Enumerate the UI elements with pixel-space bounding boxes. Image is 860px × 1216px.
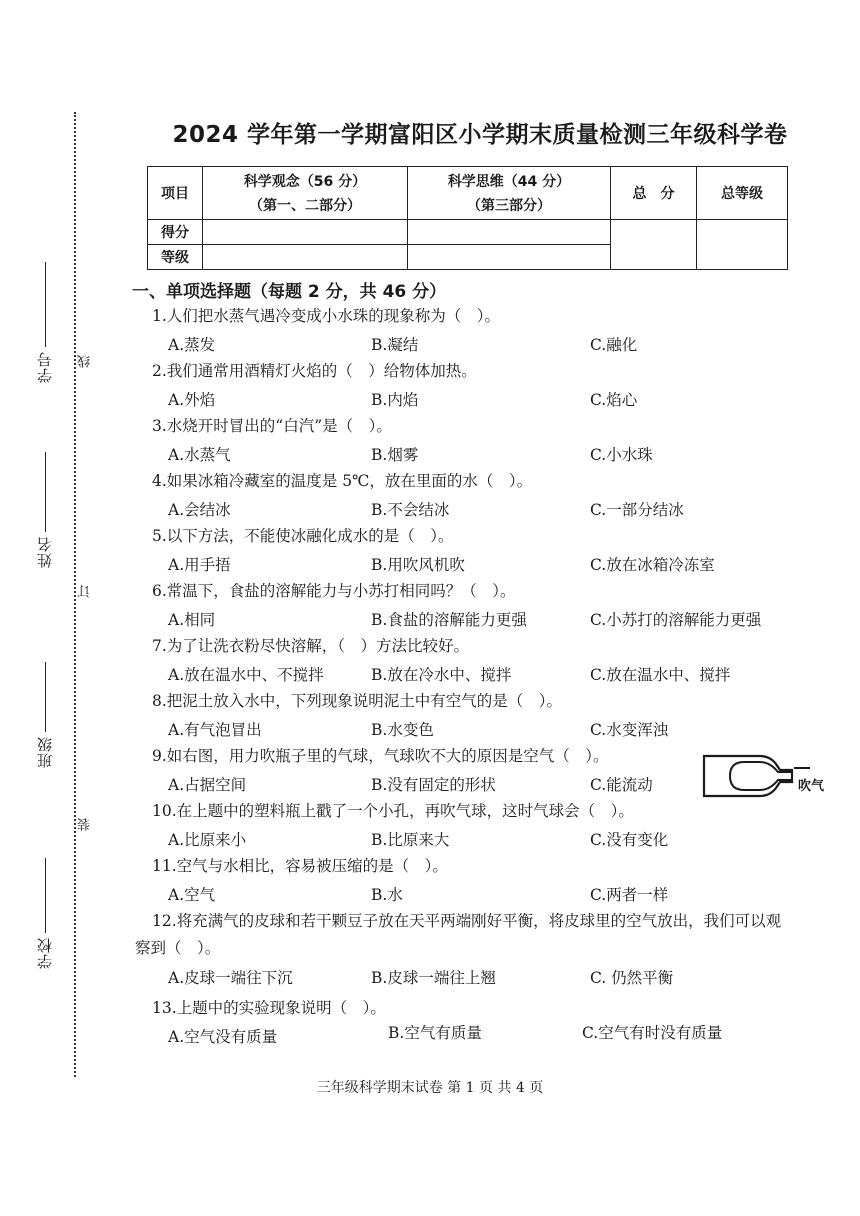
question-10: 10.在上题中的塑料瓶上戳了一个小孔，再吹气球，这时气球会（ ）。: [152, 802, 634, 820]
question-2: 2.我们通常用酒精灯火焰的（ ）给物体加热。: [152, 362, 477, 380]
header-concept: [203, 167, 408, 220]
figure-label: 吹气: [798, 779, 825, 794]
section-heading: 一、单项选择题（每题 2 分，共 46 分）: [132, 282, 447, 302]
balloon-outline: [730, 762, 792, 790]
q9-option-a[interactable]: A.占据空间: [168, 776, 247, 794]
question-11: 11.空气与水相比，容易被压缩的是（ ）。: [152, 857, 448, 875]
header-thinking-title: 科学思维（44 分）: [447, 174, 571, 190]
q2-option-b[interactable]: B.内焰: [371, 391, 419, 409]
page-footer: 三年级科学期末试卷 第 1 页 共 4 页: [316, 1080, 544, 1096]
class-field[interactable]: [38, 662, 53, 768]
q5-option-c[interactable]: C.放在冰箱冷冻室: [590, 556, 715, 574]
cell-total-grade[interactable]: [697, 220, 788, 270]
q8-option-c[interactable]: C.水变浑浊: [590, 721, 669, 739]
school-field[interactable]: [38, 858, 53, 969]
q11-option-b[interactable]: B.水: [371, 886, 403, 904]
header-concept-title: 科学观念（56 分）: [243, 174, 367, 190]
q10-option-b[interactable]: B.比原来大: [371, 831, 450, 849]
q12-option-b[interactable]: B.皮球一端往上翘: [371, 969, 496, 987]
q5-option-b[interactable]: B.用吹风机吹: [371, 556, 465, 574]
question-12: 12.将充满气的皮球和若干颗豆子放在天平两端刚好平衡，将皮球里的空气放出，我们可以观察到（ ）。: [135, 912, 782, 957]
q10-option-a[interactable]: A.比原来小: [168, 831, 247, 849]
q2-option-c[interactable]: C.焰心: [590, 391, 638, 409]
q7-option-b[interactable]: B.放在冷水中、搅拌: [371, 666, 512, 684]
score-table: [147, 166, 788, 270]
q3-option-c[interactable]: C.小水珠: [590, 446, 653, 464]
q13-option-b[interactable]: B.空气有质量: [388, 1024, 482, 1042]
student-id-blank[interactable]: [45, 262, 46, 347]
q7-option-c[interactable]: C.放在温水中、搅拌: [590, 666, 731, 684]
row-level-label: 等级: [148, 245, 203, 270]
question-3: 3.水烧开时冒出的“白汽”是（ ）。: [152, 417, 392, 435]
page-title: 2024 学年第一学期富阳区小学期末质量检测三年级科学卷: [172, 122, 788, 148]
q3-option-a[interactable]: A.水蒸气: [168, 446, 231, 464]
header-total: 总 分: [611, 167, 697, 220]
q2-option-a[interactable]: A.外焰: [168, 391, 216, 409]
question-1: 1.人们把水蒸气遇冷变成小水珠的现象称为（ ）。: [152, 307, 501, 325]
q13-option-c[interactable]: C.空气有时没有质量: [582, 1024, 723, 1042]
binding-word-line: 线: [78, 355, 93, 368]
question-6: 6.常温下，食盐的溶解能力与小苏打相同吗？（ ）。: [152, 582, 516, 600]
q8-option-a[interactable]: A.有气泡冒出: [168, 721, 262, 739]
cell-concept-level[interactable]: [203, 245, 408, 270]
q7-option-a[interactable]: A.放在温水中、不搅拌: [168, 666, 324, 684]
question-7: 7.为了让洗衣粉尽快溶解，（ ）方法比较好。: [152, 637, 470, 655]
name-label: 姓名: [36, 536, 54, 568]
question-4: 4.如果冰箱冷藏室的温度是 5℃，放在里面的水（ ）。: [152, 472, 533, 490]
question-5: 5.以下方法，不能使冰融化成水的是（ ）。: [152, 527, 454, 545]
q11-option-a[interactable]: A.空气: [168, 886, 216, 904]
q1-option-c[interactable]: C.融化: [590, 336, 638, 354]
q4-option-b[interactable]: B.不会结冰: [371, 501, 450, 519]
header-thinking-parts: （第三部分）: [467, 198, 551, 214]
q13-option-a[interactable]: A.空气没有质量: [168, 1028, 278, 1046]
student-id-field[interactable]: [38, 262, 53, 383]
q5-option-a[interactable]: A.用手捂: [168, 556, 231, 574]
header-grade: 总等级: [697, 167, 788, 220]
bottle-balloon-figure: [700, 748, 830, 804]
q6-option-c[interactable]: C.小苏打的溶解能力更强: [590, 611, 762, 629]
q12-option-c[interactable]: C. 仍然平衡: [590, 969, 674, 987]
name-field[interactable]: [38, 452, 53, 568]
q11-option-c[interactable]: C.两者一样: [590, 886, 669, 904]
q9-option-b[interactable]: B.没有固定的形状: [371, 776, 496, 794]
binding-word-order: 订: [78, 585, 93, 598]
cell-total-score[interactable]: [611, 220, 697, 270]
student-id-label: 学号: [36, 351, 54, 383]
class-label: 班级: [36, 736, 54, 768]
q8-option-b[interactable]: B.水变色: [371, 721, 434, 739]
q9-option-c[interactable]: C.能流动: [590, 776, 653, 794]
question-8: 8.把泥土放入水中，下列现象说明泥土中有空气的是（ ）。: [152, 692, 563, 710]
q4-option-a[interactable]: A.会结冰: [168, 501, 231, 519]
cell-thinking-level[interactable]: [408, 245, 611, 270]
q6-option-b[interactable]: B.食盐的溶解能力更强: [371, 611, 527, 629]
name-blank[interactable]: [45, 452, 46, 532]
question-13: 13.上题中的实验现象说明（ ）。: [152, 999, 386, 1017]
q1-option-a[interactable]: A.蒸发: [168, 336, 216, 354]
cell-concept-score[interactable]: [203, 220, 408, 245]
row-score-label: 得分: [148, 220, 203, 245]
school-blank[interactable]: [45, 858, 46, 933]
q4-option-c[interactable]: C.一部分结冰: [590, 501, 684, 519]
header-thinking: [408, 167, 611, 220]
q3-option-b[interactable]: B.烟雾: [371, 446, 419, 464]
binding-dotted-line: [74, 112, 76, 1077]
school-label: 学校: [36, 937, 54, 969]
q10-option-c[interactable]: C.没有变化: [590, 831, 669, 849]
binding-word-bind: 装: [78, 818, 93, 831]
q6-option-a[interactable]: A.相同: [168, 611, 216, 629]
q1-option-b[interactable]: B.凝结: [371, 336, 419, 354]
question-9: 9.如右图，用力吹瓶子里的气球，气球吹不大的原因是空气（ ）。: [152, 747, 609, 765]
class-blank[interactable]: [45, 662, 46, 732]
q12-option-a[interactable]: A.皮球一端往下沉: [168, 969, 293, 987]
header-concept-parts: （第一、二部分）: [249, 198, 361, 214]
header-item: 项目: [148, 167, 203, 220]
cell-thinking-score[interactable]: [408, 220, 611, 245]
